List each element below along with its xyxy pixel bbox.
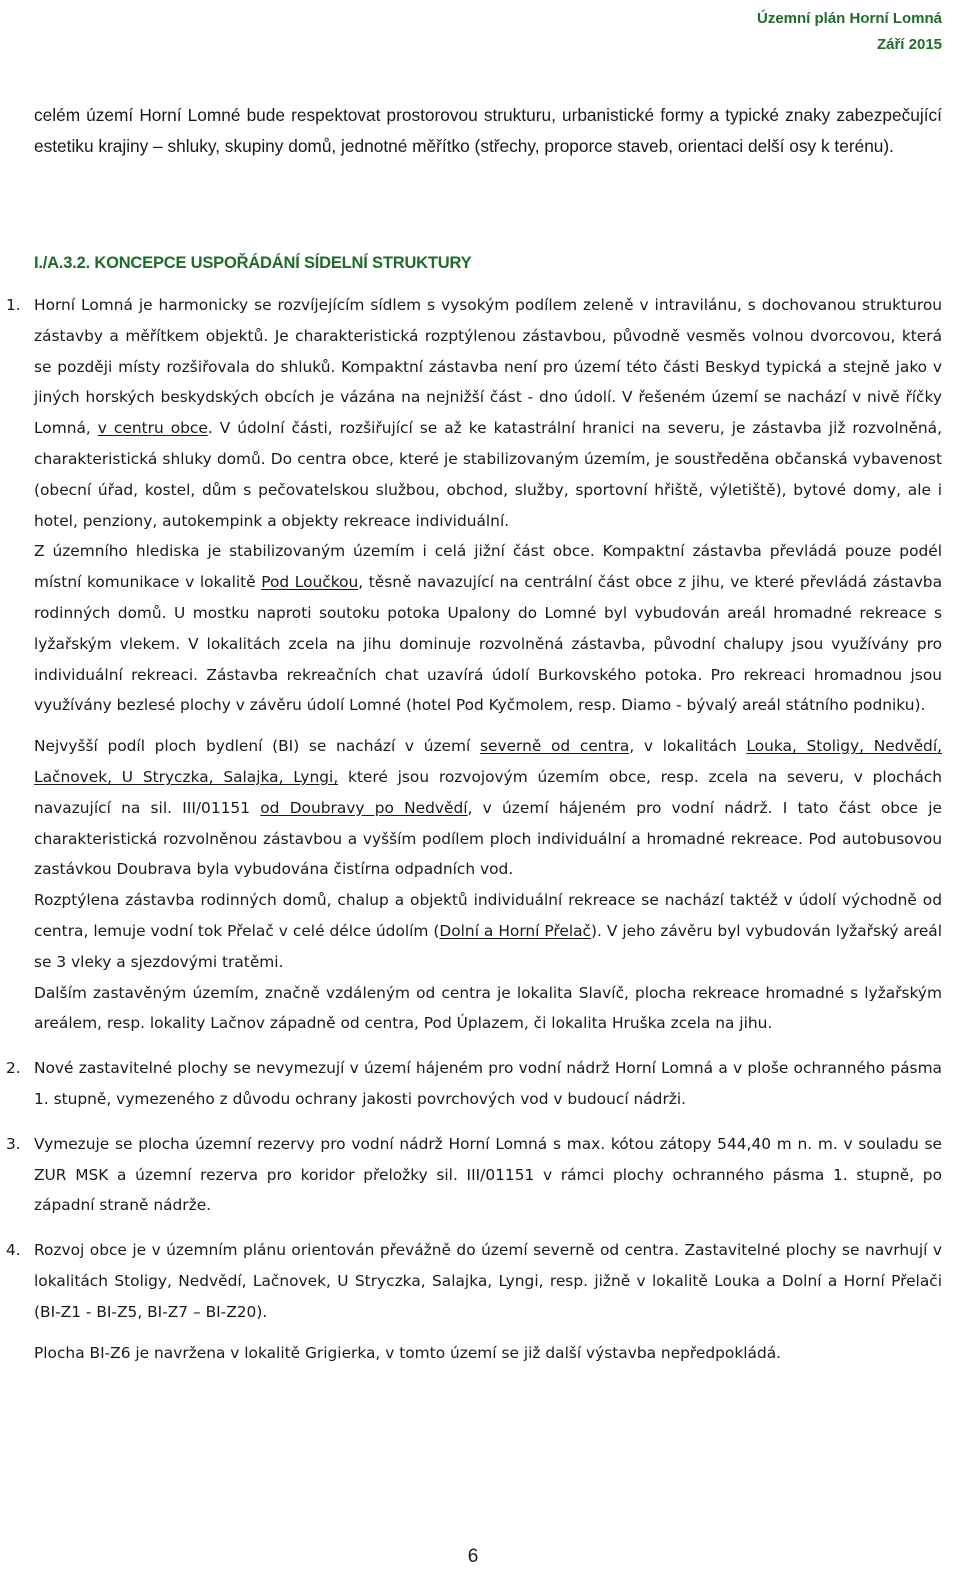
page-header (757, 6, 942, 58)
list-number: 4. (6, 1241, 21, 1260)
text-run: Z územního hlediska je stabilizovaným územím i celá jižní část obce. Kompaktní zástavba převládá pouze podél místní komunikace v lokalitě (34, 542, 942, 592)
paragraph: Vymezuje se plocha územní rezervy pro vodní nádrž Horní Lomná s max. kótou zátopy 544,40 m n. m. v souladu se ZUR MSK a územní rezerva pro koridor přeložky sil. III/01151 v rámci plochy ochranného pásma 1. stupně, po západní straně nádrže. (34, 1134, 942, 1215)
paragraph: Rozvoj obce je v územním plánu orientován převážně do území severně od centra. Zastavitelné plochy se navrhují v lokalitách Stoligy, Nedvědí, Lačnovek, U Stryczka, Salajka, Lyngi, resp. jižně v lokalitě Louka a Dolní a Horní Přelači (BI-Z1 - BI-Z5, BI-Z7 – BI-Z20). (34, 1241, 942, 1321)
text-run: , v území hájeném pro vodní nádrž. I tato část obce je charakteristická rozvolněnou zástavbou a vyšším podílem ploch individuální a hromadné rekreace. Pod autobusovou zastávkou Doubrava byla vybudována čistírna odpadních vod. (34, 798, 942, 879)
list-item-4 (6, 1235, 942, 1368)
paragraph: Dalším zastavěným územím, značně vzdáleným od centra je lokalita Slavíč, plocha rekreace hromadné s lyžařským areálem, resp. lokality Lačnov západně od centra, Pod Úplazem, či lokalita Hruška zcela na jihu. (34, 983, 942, 1033)
text-run: . V údolní části, rozšiřující se až ke katastrální hranici na severu, je zástavba již rozvolněná, charakteristická shluky domů. Do centra obce, které je stabilizovaným územím, je soustředěna občanská vybavenost (obecní úřad, kostel, dům s pečovatelskou službou, obchod, služby, sportovní hřiště, výletiště), bytové domy, ale i hotel, penziony, autokempink a objekty rekreace individuální. (34, 419, 943, 530)
list-number: 1. (6, 296, 21, 314)
list-item-1 (6, 290, 943, 1039)
document-title: Územní plán Horní Lomná (756, 10, 942, 27)
page-number: 6 (467, 1546, 479, 1567)
text-run: Horní Lomná je harmonicky se rozvíjejícím sídlem s vysokým podílem zeleně v intravilánu, s dochovanou strukturou zástavby a měřítkem objektů. Je charakteristická rozptýlenou zástavbou, původně vesměs volnou dvorcovou, která se později místy rozšiřovala do shluků. Kompaktní zástavba není pro území této části Beskyd typická a stejně jako v jiných horských beskydských obcích je vázána na nejnižší část - dno údolí. V řešeném území se nachází v nivě říčky Lomná, (34, 296, 942, 438)
section-heading: I./A.3.2. KONCEPCE USPOŘÁDÁNÍ SÍDELNÍ STRUKTURY (34, 254, 472, 272)
list-item-2 (6, 1053, 942, 1115)
paragraph (34, 885, 942, 977)
paragraph: Plocha BI-Z6 je navržena v lokalitě Grigierka, v tomto území se již další výstavba nepředpokládá. (34, 1343, 782, 1362)
underlined-text: severně od centra (479, 737, 630, 756)
text-run: Rozptýlena zástavba rodinných domů, chalup a objektů individuální rekreace se nachází taktéž v údolí východně od centra, lemuje vodní tok Přelač v celé délce údolím ( (34, 891, 942, 940)
text-run: , v lokalitách (629, 737, 747, 756)
text-run: Nejvyšší podíl ploch bydlení (BI) se nachází v území (34, 737, 480, 756)
underlined-text: v centru obce (97, 419, 208, 438)
text-run: které jsou rozvojovým územím obce, resp. zcela na severu, v plochách navazující na sil. III/01151 (34, 767, 942, 817)
text-run: , těsně navazující na centrální část obce z jihu, ve které převládá zástavba rodinných domů. U mostku naproti soutoku potoka Upalony do Lomné byl vybudován areál hromadné rekreace s lyžařským vlekem. V lokalitách zcela na jihu dominuje rozvolněná zástavba, původní chalupy jsou využívány pro individuální rekreaci. Zástavba rekreačních chat uzavírá údolí Burkovského potoka. Pro rekreaci hromadnou jsou využívány bezlesé plochy v závěru údolí Lomné (hotel Pod Kyčmolem, resp. Diamo - bývalý areál státního podniku). (34, 573, 942, 715)
underlined-text: Louka, Stoligy, Nedvědí, Lačnovek, U Stryczka, Salajka, Lyngi, (34, 737, 942, 786)
document-date: Září 2015 (876, 36, 942, 53)
section-body (6, 290, 943, 1368)
intro-paragraph: celém území Horní Lomné bude respektovat prostorovou strukturu, urbanistické formy a typické znaky zabezpečující estetiku krajiny – shluky, skupiny domů, jednotné měřítko (střechy, proporce staveb, orientaci delší osy k terénu). (34, 105, 942, 156)
underlined-text: Dolní a Horní Přelač (439, 921, 592, 940)
list-item-3 (6, 1129, 942, 1221)
paragraph (34, 731, 942, 885)
list-number: 3. (6, 1134, 21, 1153)
paragraph (34, 536, 942, 721)
text-run: ). V jeho závěru byl vybudován lyžařský areál se 3 vleky a sjezdovými tratěmi. (34, 921, 943, 971)
underlined-text: Pod Loučkou (261, 573, 359, 592)
underlined-text: od Doubravy po Nedvědí (260, 798, 468, 817)
paragraph (34, 290, 942, 536)
paragraph: Nové zastavitelné plochy se nevymezují v území hájeném pro vodní nádrž Horní Lomná a v ploše ochranného pásma 1. stupně, vymezeného z důvodu ochrany jakosti povrchových vod v budoucí nádrži. (34, 1059, 942, 1108)
list-number: 2. (6, 1059, 21, 1078)
